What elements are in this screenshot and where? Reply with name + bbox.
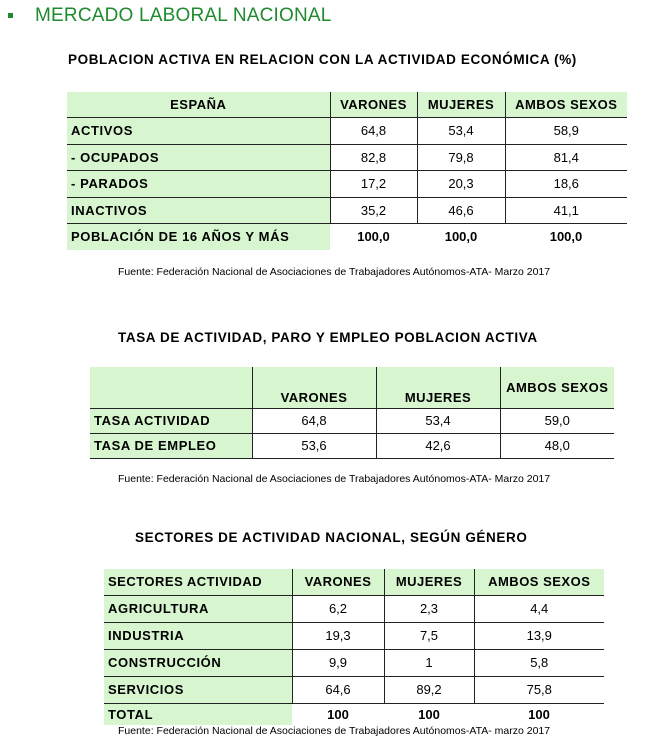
table-row-total [67,223,627,250]
cell-value: 100 [384,703,474,725]
cell-value: 59,0 [500,408,614,433]
cell-value: 64,6 [292,676,384,703]
table1-header-mujeres: MUJERES [417,92,505,117]
table3-source: Fuente: Federación Nacional de Asociaciones de Trabajadores Autónomos-ATA- marzo 2017 [118,725,551,737]
cell-value: 17,2 [330,170,417,197]
table3-header-mujeres: MUJERES [384,569,474,595]
row-label: TASA ACTIVIDAD [90,408,252,433]
table3-header-ambos: AMBOS SEXOS [474,569,604,595]
row-label: AGRICULTURA [104,595,292,622]
cell-value: 35,2 [330,197,417,223]
bullet-icon [8,13,13,18]
cell-value: 18,6 [505,170,627,197]
table-row [104,622,604,649]
table-row [67,170,627,197]
cell-value: 79,8 [417,144,505,170]
table3-header-varones: VARONES [292,569,384,595]
cell-value: 7,5 [384,622,474,649]
row-label: - PARADOS [67,170,330,197]
cell-value: 1 [384,649,474,676]
table1 [67,92,627,250]
table-row [90,408,614,433]
table-row [67,197,627,223]
cell-value: 19,3 [292,622,384,649]
cell-value: 9,9 [292,649,384,676]
page-title: MERCADO LABORAL NACIONAL [35,5,332,26]
row-label: INDUSTRIA [104,622,292,649]
cell-value: 100 [474,703,604,725]
table1-source: Fuente: Federación Nacional de Asociaciones de Trabajadores Autónomos-ATA- Marzo 2017 [118,266,551,278]
cell-value: 48,0 [500,433,614,458]
cell-value: 82,8 [330,144,417,170]
cell-value: 64,8 [330,117,417,144]
cell-value: 6,2 [292,595,384,622]
row-label: CONSTRUCCIÓN [104,649,292,676]
cell-value: 46,6 [417,197,505,223]
cell-value: 100,0 [505,223,627,250]
cell-value: 53,6 [252,433,376,458]
table-row [104,676,604,703]
table2-header-mujeres: MUJERES [376,367,500,408]
table2-header-empty [90,367,252,408]
row-label: SERVICIOS [104,676,292,703]
row-label: TASA DE EMPLEO [90,433,252,458]
row-label: ACTIVOS [67,117,330,144]
cell-value: 2,3 [384,595,474,622]
row-label: - OCUPADOS [67,144,330,170]
cell-value: 4,4 [474,595,604,622]
cell-value: 5,8 [474,649,604,676]
table-row [104,649,604,676]
table2-source: Fuente: Federación Nacional de Asociaciones de Trabajadores Autónomos-ATA- Marzo 2017 [118,473,551,485]
cell-value: 53,4 [376,408,500,433]
cell-value: 81,4 [505,144,627,170]
cell-value: 64,8 [252,408,376,433]
cell-value: 100 [292,703,384,725]
cell-value: 41,1 [505,197,627,223]
table-row [104,595,604,622]
row-label: TOTAL [104,703,292,725]
cell-value: 100,0 [417,223,505,250]
cell-value: 58,9 [505,117,627,144]
table2-title: TASA DE ACTIVIDAD, PARO Y EMPLEO POBLACION ACTIVA [118,330,538,345]
table1-title: POBLACION ACTIVA EN RELACION CON LA ACTIVIDAD ECONÓMICA (%) [68,52,577,67]
table3 [104,569,604,725]
table1-header-row [67,92,627,117]
table-row [67,144,627,170]
table1-header-espana: ESPAÑA [67,92,330,117]
cell-value: 20,3 [417,170,505,197]
table3-header-sectores: SECTORES ACTIVIDAD [104,569,292,595]
cell-value: 13,9 [474,622,604,649]
cell-value: 100,0 [330,223,417,250]
table2-header-varones: VARONES [252,367,376,408]
table-row [67,117,627,144]
row-label: POBLACIÓN DE 16 AÑOS Y MÁS [67,223,330,250]
table2-header-row [90,367,614,408]
table-row [90,433,614,458]
cell-value: 89,2 [384,676,474,703]
table3-header-row [104,569,604,595]
cell-value: 53,4 [417,117,505,144]
row-label: INACTIVOS [67,197,330,223]
cell-value: 42,6 [376,433,500,458]
table1-header-ambos: AMBOS SEXOS [505,92,627,117]
table3-title: SECTORES DE ACTIVIDAD NACIONAL, SEGÚN GÉNERO [135,530,528,545]
table2 [90,367,614,459]
table-row-total [104,703,604,725]
table1-header-varones: VARONES [330,92,417,117]
table2-header-ambos: AMBOS SEXOS [500,367,614,408]
cell-value: 75,8 [474,676,604,703]
